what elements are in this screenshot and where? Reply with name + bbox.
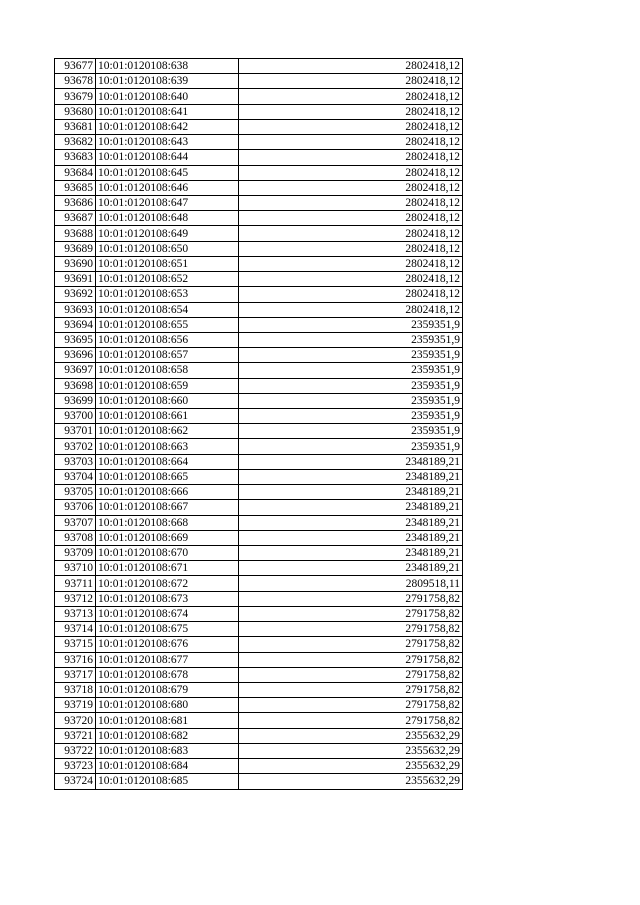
table-row bbox=[55, 759, 463, 774]
value-cell: 2359351,9 bbox=[239, 409, 463, 424]
row-number-cell: 93688 bbox=[55, 226, 96, 241]
value-cell: 2355632,29 bbox=[239, 728, 463, 743]
row-number-cell: 93722 bbox=[55, 743, 96, 758]
row-number-cell: 93692 bbox=[55, 287, 96, 302]
table-row bbox=[55, 424, 463, 439]
cadastral-number-cell: 10:01:0120108:673 bbox=[96, 591, 239, 606]
table-row bbox=[55, 698, 463, 713]
cadastral-number-cell: 10:01:0120108:663 bbox=[96, 439, 239, 454]
row-number-cell: 93677 bbox=[55, 59, 96, 74]
table-row bbox=[55, 500, 463, 515]
value-cell: 2802418,12 bbox=[239, 150, 463, 165]
value-cell: 2791758,82 bbox=[239, 652, 463, 667]
value-cell: 2791758,82 bbox=[239, 667, 463, 682]
row-number-cell: 93716 bbox=[55, 652, 96, 667]
table-row bbox=[55, 652, 463, 667]
value-cell: 2359351,9 bbox=[239, 363, 463, 378]
row-number-cell: 93684 bbox=[55, 165, 96, 180]
table-row bbox=[55, 713, 463, 728]
row-number-cell: 93687 bbox=[55, 211, 96, 226]
cadastral-number-cell: 10:01:0120108:682 bbox=[96, 728, 239, 743]
table-body bbox=[55, 59, 463, 790]
value-cell: 2355632,29 bbox=[239, 743, 463, 758]
row-number-cell: 93698 bbox=[55, 378, 96, 393]
table-row bbox=[55, 332, 463, 347]
row-number-cell: 93717 bbox=[55, 667, 96, 682]
value-cell: 2809518,11 bbox=[239, 576, 463, 591]
table-row bbox=[55, 546, 463, 561]
row-number-cell: 93679 bbox=[55, 89, 96, 104]
cadastral-number-cell: 10:01:0120108:640 bbox=[96, 89, 239, 104]
table-row bbox=[55, 256, 463, 271]
table-row bbox=[55, 454, 463, 469]
value-cell: 2791758,82 bbox=[239, 713, 463, 728]
value-cell: 2355632,29 bbox=[239, 759, 463, 774]
row-number-cell: 93723 bbox=[55, 759, 96, 774]
table-row bbox=[55, 302, 463, 317]
table-row bbox=[55, 180, 463, 195]
row-number-cell: 93689 bbox=[55, 241, 96, 256]
cadastral-number-cell: 10:01:0120108:644 bbox=[96, 150, 239, 165]
table-row bbox=[55, 393, 463, 408]
table-row bbox=[55, 59, 463, 74]
row-number-cell: 93697 bbox=[55, 363, 96, 378]
row-number-cell: 93703 bbox=[55, 454, 96, 469]
cadastral-number-cell: 10:01:0120108:651 bbox=[96, 256, 239, 271]
value-cell: 2802418,12 bbox=[239, 256, 463, 271]
value-cell: 2359351,9 bbox=[239, 439, 463, 454]
table-row bbox=[55, 774, 463, 789]
table-row bbox=[55, 682, 463, 697]
value-cell: 2802418,12 bbox=[239, 241, 463, 256]
table-row bbox=[55, 743, 463, 758]
value-cell: 2348189,21 bbox=[239, 546, 463, 561]
value-cell: 2802418,12 bbox=[239, 89, 463, 104]
value-cell: 2348189,21 bbox=[239, 500, 463, 515]
row-number-cell: 93709 bbox=[55, 546, 96, 561]
row-number-cell: 93682 bbox=[55, 135, 96, 150]
data-table bbox=[54, 58, 463, 790]
cadastral-number-cell: 10:01:0120108:677 bbox=[96, 652, 239, 667]
cadastral-number-cell: 10:01:0120108:670 bbox=[96, 546, 239, 561]
cadastral-number-cell: 10:01:0120108:679 bbox=[96, 682, 239, 697]
cadastral-number-cell: 10:01:0120108:666 bbox=[96, 485, 239, 500]
table-row bbox=[55, 241, 463, 256]
row-number-cell: 93691 bbox=[55, 272, 96, 287]
cadastral-number-cell: 10:01:0120108:675 bbox=[96, 622, 239, 637]
table-row bbox=[55, 591, 463, 606]
row-number-cell: 93724 bbox=[55, 774, 96, 789]
row-number-cell: 93701 bbox=[55, 424, 96, 439]
row-number-cell: 93712 bbox=[55, 591, 96, 606]
value-cell: 2348189,21 bbox=[239, 454, 463, 469]
row-number-cell: 93706 bbox=[55, 500, 96, 515]
row-number-cell: 93721 bbox=[55, 728, 96, 743]
row-number-cell: 93678 bbox=[55, 74, 96, 89]
row-number-cell: 93690 bbox=[55, 256, 96, 271]
row-number-cell: 93718 bbox=[55, 682, 96, 697]
value-cell: 2359351,9 bbox=[239, 332, 463, 347]
row-number-cell: 93713 bbox=[55, 606, 96, 621]
value-cell: 2348189,21 bbox=[239, 485, 463, 500]
table-row bbox=[55, 348, 463, 363]
cadastral-number-cell: 10:01:0120108:672 bbox=[96, 576, 239, 591]
value-cell: 2348189,21 bbox=[239, 515, 463, 530]
cadastral-number-cell: 10:01:0120108:680 bbox=[96, 698, 239, 713]
table-row bbox=[55, 135, 463, 150]
cadastral-number-cell: 10:01:0120108:657 bbox=[96, 348, 239, 363]
table-row bbox=[55, 287, 463, 302]
table-row bbox=[55, 119, 463, 134]
row-number-cell: 93680 bbox=[55, 104, 96, 119]
value-cell: 2791758,82 bbox=[239, 637, 463, 652]
row-number-cell: 93705 bbox=[55, 485, 96, 500]
table-row bbox=[55, 576, 463, 591]
cadastral-number-cell: 10:01:0120108:653 bbox=[96, 287, 239, 302]
row-number-cell: 93702 bbox=[55, 439, 96, 454]
cadastral-number-cell: 10:01:0120108:650 bbox=[96, 241, 239, 256]
cadastral-number-cell: 10:01:0120108:649 bbox=[96, 226, 239, 241]
table-row bbox=[55, 485, 463, 500]
value-cell: 2791758,82 bbox=[239, 606, 463, 621]
cadastral-number-cell: 10:01:0120108:676 bbox=[96, 637, 239, 652]
row-number-cell: 93700 bbox=[55, 409, 96, 424]
cadastral-number-cell: 10:01:0120108:659 bbox=[96, 378, 239, 393]
cadastral-number-cell: 10:01:0120108:638 bbox=[96, 59, 239, 74]
cadastral-number-cell: 10:01:0120108:685 bbox=[96, 774, 239, 789]
value-cell: 2802418,12 bbox=[239, 180, 463, 195]
row-number-cell: 93694 bbox=[55, 317, 96, 332]
row-number-cell: 93711 bbox=[55, 576, 96, 591]
table-row bbox=[55, 165, 463, 180]
row-number-cell: 93708 bbox=[55, 530, 96, 545]
cadastral-number-cell: 10:01:0120108:683 bbox=[96, 743, 239, 758]
cadastral-number-cell: 10:01:0120108:658 bbox=[96, 363, 239, 378]
value-cell: 2348189,21 bbox=[239, 530, 463, 545]
row-number-cell: 93693 bbox=[55, 302, 96, 317]
row-number-cell: 93715 bbox=[55, 637, 96, 652]
table-row bbox=[55, 195, 463, 210]
row-number-cell: 93699 bbox=[55, 393, 96, 408]
table-row bbox=[55, 469, 463, 484]
table-row bbox=[55, 637, 463, 652]
cadastral-number-cell: 10:01:0120108:646 bbox=[96, 180, 239, 195]
cadastral-number-cell: 10:01:0120108:684 bbox=[96, 759, 239, 774]
value-cell: 2802418,12 bbox=[239, 195, 463, 210]
table-row bbox=[55, 439, 463, 454]
cadastral-number-cell: 10:01:0120108:669 bbox=[96, 530, 239, 545]
value-cell: 2359351,9 bbox=[239, 378, 463, 393]
row-number-cell: 93695 bbox=[55, 332, 96, 347]
table-row bbox=[55, 378, 463, 393]
value-cell: 2802418,12 bbox=[239, 302, 463, 317]
table-row bbox=[55, 363, 463, 378]
row-number-cell: 93696 bbox=[55, 348, 96, 363]
cadastral-number-cell: 10:01:0120108:642 bbox=[96, 119, 239, 134]
value-cell: 2791758,82 bbox=[239, 622, 463, 637]
value-cell: 2348189,21 bbox=[239, 469, 463, 484]
cadastral-number-cell: 10:01:0120108:674 bbox=[96, 606, 239, 621]
table-row bbox=[55, 226, 463, 241]
value-cell: 2802418,12 bbox=[239, 165, 463, 180]
value-cell: 2791758,82 bbox=[239, 591, 463, 606]
row-number-cell: 93686 bbox=[55, 195, 96, 210]
cadastral-number-cell: 10:01:0120108:641 bbox=[96, 104, 239, 119]
value-cell: 2802418,12 bbox=[239, 74, 463, 89]
cadastral-number-cell: 10:01:0120108:664 bbox=[96, 454, 239, 469]
cadastral-number-cell: 10:01:0120108:656 bbox=[96, 332, 239, 347]
cadastral-number-cell: 10:01:0120108:662 bbox=[96, 424, 239, 439]
cadastral-number-cell: 10:01:0120108:668 bbox=[96, 515, 239, 530]
value-cell: 2802418,12 bbox=[239, 119, 463, 134]
table-row bbox=[55, 561, 463, 576]
value-cell: 2348189,21 bbox=[239, 561, 463, 576]
row-number-cell: 93710 bbox=[55, 561, 96, 576]
cadastral-number-cell: 10:01:0120108:655 bbox=[96, 317, 239, 332]
table-row bbox=[55, 667, 463, 682]
cadastral-number-cell: 10:01:0120108:648 bbox=[96, 211, 239, 226]
cadastral-number-cell: 10:01:0120108:643 bbox=[96, 135, 239, 150]
cadastral-number-cell: 10:01:0120108:647 bbox=[96, 195, 239, 210]
value-cell: 2791758,82 bbox=[239, 682, 463, 697]
value-cell: 2802418,12 bbox=[239, 59, 463, 74]
value-cell: 2359351,9 bbox=[239, 348, 463, 363]
value-cell: 2359351,9 bbox=[239, 424, 463, 439]
value-cell: 2802418,12 bbox=[239, 135, 463, 150]
table-row bbox=[55, 150, 463, 165]
cadastral-number-cell: 10:01:0120108:665 bbox=[96, 469, 239, 484]
row-number-cell: 93714 bbox=[55, 622, 96, 637]
table-row bbox=[55, 272, 463, 287]
row-number-cell: 93707 bbox=[55, 515, 96, 530]
table-row bbox=[55, 606, 463, 621]
value-cell: 2802418,12 bbox=[239, 272, 463, 287]
cadastral-number-cell: 10:01:0120108:678 bbox=[96, 667, 239, 682]
value-cell: 2791758,82 bbox=[239, 698, 463, 713]
table-row bbox=[55, 409, 463, 424]
value-cell: 2355632,29 bbox=[239, 774, 463, 789]
value-cell: 2359351,9 bbox=[239, 393, 463, 408]
table-row bbox=[55, 211, 463, 226]
table-row bbox=[55, 530, 463, 545]
cadastral-number-cell: 10:01:0120108:660 bbox=[96, 393, 239, 408]
table-row bbox=[55, 74, 463, 89]
row-number-cell: 93720 bbox=[55, 713, 96, 728]
table-row bbox=[55, 728, 463, 743]
row-number-cell: 93681 bbox=[55, 119, 96, 134]
cadastral-number-cell: 10:01:0120108:661 bbox=[96, 409, 239, 424]
row-number-cell: 93704 bbox=[55, 469, 96, 484]
value-cell: 2802418,12 bbox=[239, 104, 463, 119]
cadastral-number-cell: 10:01:0120108:639 bbox=[96, 74, 239, 89]
cadastral-number-cell: 10:01:0120108:681 bbox=[96, 713, 239, 728]
table-row bbox=[55, 89, 463, 104]
cadastral-number-cell: 10:01:0120108:671 bbox=[96, 561, 239, 576]
table-row bbox=[55, 515, 463, 530]
cadastral-number-cell: 10:01:0120108:645 bbox=[96, 165, 239, 180]
row-number-cell: 93719 bbox=[55, 698, 96, 713]
cadastral-number-cell: 10:01:0120108:654 bbox=[96, 302, 239, 317]
value-cell: 2359351,9 bbox=[239, 317, 463, 332]
table-row bbox=[55, 317, 463, 332]
row-number-cell: 93685 bbox=[55, 180, 96, 195]
row-number-cell: 93683 bbox=[55, 150, 96, 165]
value-cell: 2802418,12 bbox=[239, 211, 463, 226]
value-cell: 2802418,12 bbox=[239, 226, 463, 241]
table-row bbox=[55, 622, 463, 637]
value-cell: 2802418,12 bbox=[239, 287, 463, 302]
cadastral-number-cell: 10:01:0120108:667 bbox=[96, 500, 239, 515]
table-row bbox=[55, 104, 463, 119]
cadastral-number-cell: 10:01:0120108:652 bbox=[96, 272, 239, 287]
